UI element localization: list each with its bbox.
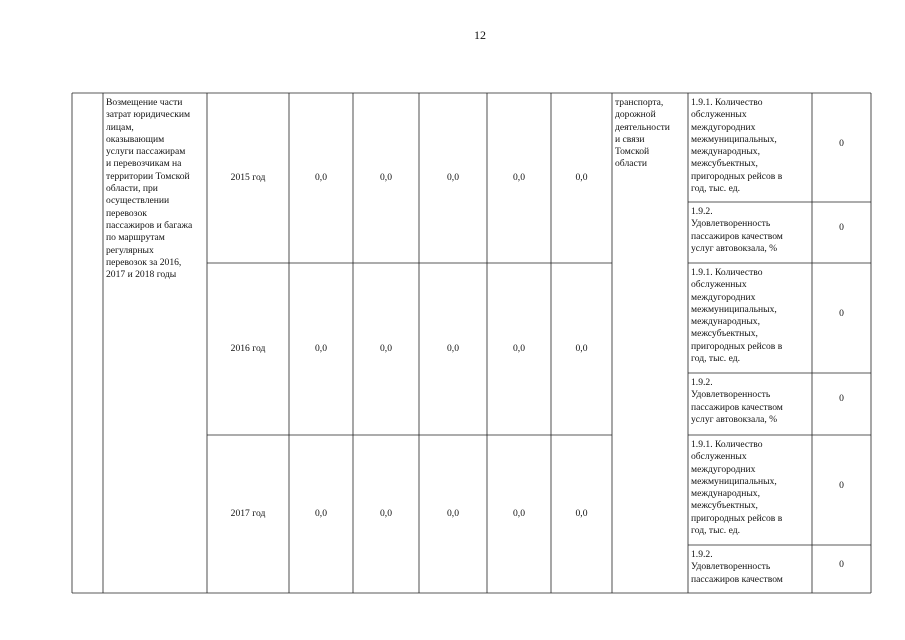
indicator-name-line: международных,: [691, 316, 761, 328]
executor-line: дорожной: [615, 109, 656, 121]
funding-value-cell: [487, 93, 551, 263]
indicator-name-cell: [691, 549, 809, 593]
funding-value-cell: [419, 435, 487, 593]
funding-value: 0,0: [513, 342, 525, 354]
measure-description-line: Возмещение части: [106, 97, 183, 108]
measure-description: [106, 97, 204, 397]
indicator-name-line: межмуниципальных,: [691, 303, 777, 315]
indicator-name-line: год, тыс. ед.: [691, 525, 740, 537]
indicator-name-line: 1.9.2.: [691, 549, 713, 560]
indicator-name-line: Удовлетворенность: [691, 389, 771, 401]
funding-value-cell: [551, 93, 612, 263]
indicator-name-cell: [691, 206, 809, 263]
indicator-value: 0: [839, 138, 844, 150]
executor-line: Томской: [615, 146, 650, 158]
measure-description-line: по маршрутам: [106, 232, 165, 244]
measure-description-line: области, при: [106, 183, 158, 195]
measure-description-line: перевозок: [106, 207, 147, 219]
measure-description-line: лицам,: [106, 121, 134, 133]
funding-value: 0,0: [315, 342, 327, 354]
indicator-name-line: межсубъектных,: [691, 158, 758, 170]
funding-value-cell: [289, 263, 353, 435]
indicator-value-cell: [812, 202, 871, 255]
measure-description-line: затрат юридическим: [106, 109, 191, 121]
funding-value: 0,0: [575, 171, 588, 183]
funding-value: 0,0: [513, 171, 525, 183]
funding-value-cell: [551, 435, 612, 593]
executor-cell: [615, 97, 685, 197]
funding-value-cell: [353, 93, 419, 263]
indicator-value: 0: [839, 559, 844, 571]
funding-value: 0,0: [447, 171, 459, 183]
indicator-name-line: обслуженных: [691, 109, 747, 121]
year-label: 2015 год: [230, 171, 266, 183]
indicator-name-line: 1.9.1. Количество: [691, 97, 763, 108]
executor-line: области: [615, 158, 648, 170]
indicator-name-cell: [691, 267, 809, 373]
measure-description-line: и перевозчикам на: [106, 158, 182, 170]
measure-description-line: территории Томской: [106, 170, 190, 182]
measure-description-line: перевозок за 2016,: [106, 256, 182, 268]
funding-value-cell: [353, 435, 419, 593]
funding-value-cell: [419, 263, 487, 435]
indicator-name-line: 1.9.1. Количество: [691, 439, 763, 450]
indicator-value: 0: [839, 393, 844, 405]
year-label: 2017 год: [230, 507, 266, 519]
indicator-value: 0: [839, 222, 844, 234]
indicator-name-cell: [691, 377, 809, 435]
indicator-name-line: пассажиров качеством: [691, 230, 783, 242]
funding-value-cell: [289, 93, 353, 263]
indicator-name-line: год, тыс. ед.: [691, 183, 740, 195]
year-label: 2016 год: [230, 342, 266, 354]
funding-value: 0,0: [380, 171, 392, 183]
indicator-value-cell: [812, 373, 871, 426]
measure-description-line: пассажиров и багажа: [106, 219, 193, 231]
funding-value: 0,0: [380, 507, 392, 519]
indicator-name-cell: [691, 97, 809, 202]
indicator-value: 0: [839, 480, 844, 492]
indicator-value-cell: [812, 435, 871, 537]
indicator-name-line: 1.9.1. Количество: [691, 267, 763, 278]
funding-value-cell: [551, 263, 612, 435]
indicator-value-cell: [812, 545, 871, 586]
funding-value-cell: [419, 93, 487, 263]
indicator-name-line: междугородних: [691, 291, 756, 303]
indicator-name-line: международных,: [691, 146, 761, 158]
funding-value-cell: [487, 435, 551, 593]
indicator-name-line: межсубъектных,: [691, 500, 758, 512]
executor-line: и связи: [615, 133, 645, 145]
indicator-value-cell: [812, 263, 871, 365]
indicator-name-line: межсубъектных,: [691, 328, 758, 340]
indicator-name-line: пригородных рейсов в: [691, 170, 783, 182]
measure-description-line: регулярных: [106, 244, 154, 256]
indicator-name-line: междугородних: [691, 121, 756, 133]
funding-value: 0,0: [513, 507, 525, 519]
indicator-name-cell: [691, 439, 809, 545]
indicator-value: 0: [839, 308, 844, 320]
funding-value-cell: [487, 263, 551, 435]
year-cell: [207, 93, 289, 263]
indicator-name-line: Удовлетворенность: [691, 561, 771, 573]
indicator-name-line: межмуниципальных,: [691, 475, 777, 487]
indicator-name-line: год, тыс. ед.: [691, 353, 740, 365]
funding-value: 0,0: [315, 171, 327, 183]
measure-description-line: 2017 и 2018 годы: [106, 269, 177, 281]
year-cell: [207, 435, 289, 593]
funding-value: 0,0: [380, 342, 392, 354]
indicator-value-cell: [812, 93, 871, 195]
indicator-name-line: пассажиров качеством: [691, 401, 783, 413]
indicator-name-line: услуг автовокзала, %: [691, 242, 778, 254]
indicator-name-line: пассажиров качеством: [691, 573, 783, 585]
indicator-name-line: обслуженных: [691, 451, 747, 463]
measure-description-line: услуги пассажирам: [106, 146, 186, 158]
funding-value: 0,0: [315, 507, 327, 519]
indicator-name-line: межмуниципальных,: [691, 133, 777, 145]
measure-description-line: оказывающим: [106, 133, 165, 145]
indicator-name-line: междугородних: [691, 463, 756, 475]
indicator-name-line: Удовлетворенность: [691, 218, 771, 230]
year-cell: [207, 263, 289, 435]
funding-value-cell: [353, 263, 419, 435]
funding-value: 0,0: [575, 507, 588, 519]
funding-value: 0,0: [447, 342, 459, 354]
indicator-name-line: пригородных рейсов в: [691, 340, 783, 352]
page-number: 12: [474, 28, 486, 42]
indicator-name-line: 1.9.2.: [691, 377, 713, 388]
indicator-name-line: 1.9.2.: [691, 206, 713, 217]
indicator-name-line: услуг автовокзала, %: [691, 413, 778, 425]
indicator-name-line: обслуженных: [691, 279, 747, 291]
executor-line: деятельности: [615, 121, 670, 133]
funding-value: 0,0: [575, 342, 588, 354]
measure-description-line: осуществлении: [106, 195, 170, 207]
executor-line: транспорта,: [615, 97, 664, 108]
indicator-name-line: пригородных рейсов в: [691, 512, 783, 524]
funding-value-cell: [289, 435, 353, 593]
indicator-name-line: международных,: [691, 488, 761, 500]
funding-value: 0,0: [447, 507, 459, 519]
